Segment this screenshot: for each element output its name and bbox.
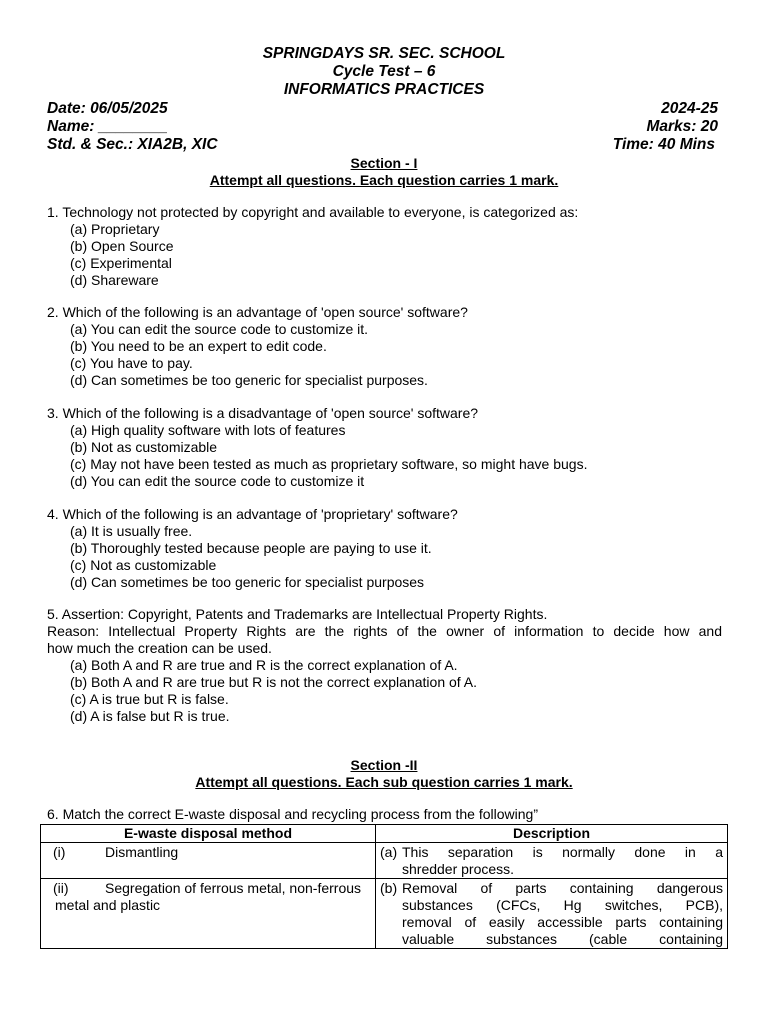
- question-5-reason-cont: how much the creation can be used.: [47, 640, 272, 656]
- table-header-row: [41, 825, 728, 843]
- question-5-reason: Reason: Intellectual Property Rights are the rights of the owner of information to decide how and: [47, 623, 722, 639]
- method-text: Segregation of ferrous metal, non-ferrous: [105, 880, 362, 896]
- subject-title: INFORMATICS PRACTICES: [283, 81, 485, 98]
- description-letter: (b): [380, 880, 398, 896]
- description-cell: [376, 879, 728, 949]
- q2-option-a: (a) You can edit the source code to customize it.: [70, 321, 369, 337]
- question-4: 4. Which of the following is an advantage of 'proprietary' software?: [47, 506, 458, 522]
- section-1-instruction: Attempt all questions. Each question carries 1 mark.: [209, 172, 559, 188]
- school-name: SPRINGDAYS SR. SEC. SCHOOL: [262, 45, 506, 62]
- q1-option-d: (d) Shareware: [70, 272, 159, 288]
- description-line: substances (CFCs, Hg switches, PCB),: [402, 897, 723, 913]
- class-section: Std. & Sec.: XIA2B, XIC: [47, 136, 218, 153]
- row-number: (i): [53, 844, 66, 860]
- session-year: 2024-25: [661, 100, 718, 117]
- table-row: [41, 879, 728, 949]
- q3-option-c: (c) May not have been tested as much as proprietary software, so might have bugs.: [70, 456, 588, 472]
- column-header-description: Description: [376, 825, 728, 843]
- description-line: shredder process.: [402, 861, 515, 877]
- method-text-cont: metal and plastic: [55, 897, 161, 913]
- description-line: removal of easily accessible parts containing: [402, 914, 723, 930]
- q1-option-a: (a) Proprietary: [70, 221, 160, 237]
- q5-option-d: (d) A is false but R is true.: [70, 708, 230, 724]
- q1-option-c: (c) Experimental: [70, 255, 172, 271]
- q5-option-c: (c) A is true but R is false.: [70, 691, 229, 707]
- section-2-instruction: Attempt all questions. Each sub question carries 1 mark.: [195, 774, 573, 790]
- ewaste-match-table: [40, 824, 728, 949]
- question-1: 1. Technology not protected by copyright and available to everyone, is categorized as:: [47, 204, 579, 220]
- description-line: valuable substances (cable containing: [402, 931, 723, 947]
- description-line: This separation is normally done in a: [402, 844, 723, 860]
- table-row: [41, 843, 728, 879]
- time-allowed: Time: 40 Mins: [612, 136, 715, 153]
- description-cell: [376, 843, 728, 879]
- description-line: Removal of parts containing dangerous: [402, 880, 723, 896]
- q4-option-a: (a) It is usually free.: [70, 523, 193, 539]
- q2-option-b: (b) You need to be an expert to edit code.: [70, 338, 327, 354]
- method-text: Dismantling: [105, 844, 179, 860]
- description-letter: (a): [380, 844, 398, 860]
- column-header-method: E-waste disposal method: [41, 825, 376, 843]
- question-3: 3. Which of the following is a disadvantage of 'open source' software?: [47, 405, 479, 421]
- q5-option-b: (b) Both A and R are true but R is not the correct explanation of A.: [70, 674, 478, 690]
- q4-option-d: (d) Can sometimes be too generic for specialist purposes: [70, 574, 425, 590]
- q3-option-d: (d) You can edit the source code to customize it: [70, 473, 365, 489]
- row-number: (ii): [53, 880, 69, 896]
- question-2: 2. Which of the following is an advantage of 'open source' software?: [47, 304, 468, 320]
- question-6: 6. Match the correct E-waste disposal and recycling process from the following”: [47, 806, 538, 822]
- q4-option-c: (c) Not as customizable: [70, 557, 217, 573]
- section-2-title: Section -II: [350, 757, 418, 773]
- q2-option-c: (c) You have to pay.: [70, 355, 193, 371]
- section-1-title: Section - I: [350, 155, 418, 171]
- method-cell: [41, 879, 376, 949]
- question-5-assertion: 5. Assertion: Copyright, Patents and Trademarks are Intellectual Property Rights.: [47, 606, 548, 622]
- test-title: Cycle Test – 6: [332, 63, 436, 80]
- exam-date: Date: 06/05/2025: [47, 100, 168, 117]
- q5-option-a: (a) Both A and R are true and R is the correct explanation of A.: [70, 657, 458, 673]
- q3-option-a: (a) High quality software with lots of features: [70, 422, 346, 438]
- q3-option-b: (b) Not as customizable: [70, 439, 218, 455]
- method-cell: [41, 843, 376, 879]
- student-name-field: Name: ________: [47, 118, 168, 135]
- q2-option-d: (d) Can sometimes be too generic for specialist purposes.: [70, 372, 428, 388]
- q4-option-b: (b) Thoroughly tested because people are paying to use it.: [70, 540, 432, 556]
- max-marks: Marks: 20: [646, 118, 718, 135]
- q1-option-b: (b) Open Source: [70, 238, 174, 254]
